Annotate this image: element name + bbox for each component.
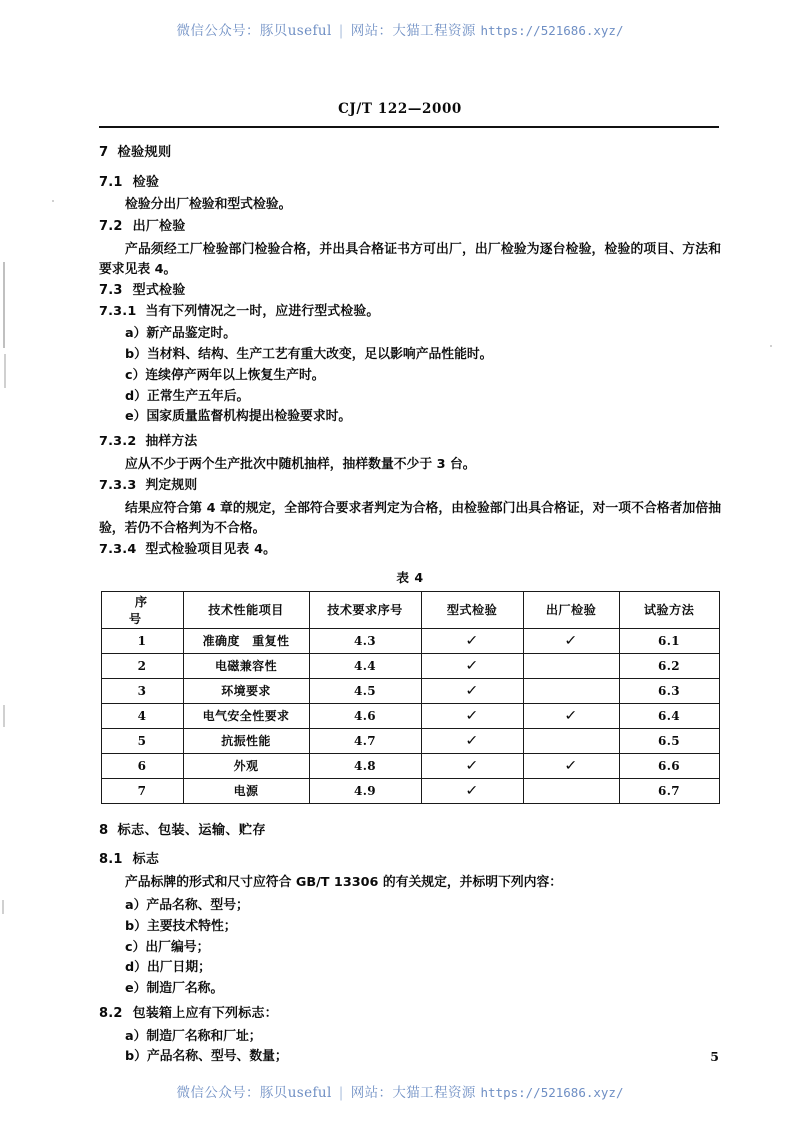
cell-sequence: 4 [101, 703, 183, 728]
column-header-type-test: 型式检验 [421, 591, 523, 628]
subsection-number-8-2: 8.2 [99, 1005, 123, 1021]
cell-requirement-ref: 4.8 [309, 753, 421, 778]
clause-heading-7-3-3 [99, 478, 721, 495]
table-row [101, 703, 719, 728]
section-number-7: 7 [99, 145, 109, 160]
subsection-number-7-1: 7.1 [99, 174, 123, 190]
list-item: e）国家质量监督机构提出检验要求时。 [125, 409, 352, 425]
watermark-wechat-label: 微信公众号：豚贝useful [176, 1085, 332, 1101]
cell-type-test [421, 653, 523, 678]
table-row [101, 653, 719, 678]
cell-technical-item: 环境要求 [183, 678, 309, 703]
cell-requirement-ref: 4.6 [309, 703, 421, 728]
cell-type-test [421, 628, 523, 653]
cell-test-method: 6.3 [619, 678, 719, 703]
clause-heading-7-3-1 [99, 304, 721, 321]
cell-sequence: 7 [101, 778, 183, 803]
table-row [101, 728, 719, 753]
cell-test-method: 6.5 [619, 728, 719, 753]
list-item: d）正常生产五年后。 [125, 388, 250, 404]
scan-speck-right [770, 345, 772, 347]
section-title-8: 标志、包装、运输、贮存 [117, 822, 266, 838]
cell-technical-item: 电磁兼容性 [183, 653, 309, 678]
cell-factory-test [523, 753, 619, 778]
checkmark-icon: ✓ [564, 757, 578, 774]
paragraph-8-1-body: 产品标牌的形式和尺寸应符合 GB/T 13306 的有关规定，并标明下列内容： [125, 874, 563, 890]
clause-number-7-3-1: 7.3.1 [99, 303, 137, 319]
column-header-test-method: 试验方法 [619, 591, 719, 628]
list-item: d）出厂日期； [125, 960, 211, 976]
list-item: a）产品名称、型号； [125, 898, 249, 914]
section-number-8: 8 [99, 822, 109, 838]
table-header-row [101, 591, 719, 628]
column-header-technical-item: 技术性能项目 [183, 591, 309, 628]
scan-artifact-left-lower [4, 354, 6, 388]
clause-heading-7-3-4 [99, 542, 721, 559]
cell-technical-item: 外观 [183, 753, 309, 778]
watermark-separator: | [338, 1085, 344, 1101]
section-heading-8 [99, 823, 721, 840]
subsection-title-7-3: 型式检验 [132, 282, 186, 298]
table-caption: 表 4 [396, 569, 424, 585]
watermark-site-label: 网站：大猫工程资源 [350, 1085, 476, 1101]
scan-artifact-left-mid [3, 705, 5, 727]
cell-requirement-ref: 4.3 [309, 628, 421, 653]
subsection-heading-8-1 [99, 852, 721, 869]
table-row [101, 778, 719, 803]
subsection-title-8-2: 包装箱上应有下列标志： [132, 1005, 278, 1021]
checkmark-icon: ✓ [465, 632, 479, 649]
cell-sequence: 6 [101, 753, 183, 778]
page-number: 5 [710, 1049, 719, 1064]
clause-number-7-3-3: 7.3.3 [99, 477, 137, 493]
header-divider-rule [99, 126, 719, 128]
cell-sequence: 3 [101, 678, 183, 703]
watermark-site-label: 网站：大猫工程资源 [350, 23, 476, 39]
table-row [101, 628, 719, 653]
cell-test-method: 6.4 [619, 703, 719, 728]
list-item: b）主要技术特性； [125, 918, 237, 934]
cell-test-method: 6.2 [619, 653, 719, 678]
subsection-title-7-2: 出厂检验 [132, 218, 186, 234]
subsection-number-8-1: 8.1 [99, 852, 123, 868]
checkmark-icon: ✓ [465, 782, 479, 799]
clause-title-7-3-1: 当有下列情况之一时，应进行型式检验。 [145, 303, 380, 319]
paragraph-7-1-body: 检验分出厂检验和型式检验。 [125, 197, 292, 213]
cell-test-method: 6.6 [619, 753, 719, 778]
cell-factory-test [523, 728, 619, 753]
cell-technical-item: 抗振性能 [183, 728, 309, 753]
subsection-heading-7-1 [99, 175, 721, 192]
subsection-heading-7-3 [99, 283, 721, 300]
cell-type-test [421, 753, 523, 778]
cell-factory-test [523, 628, 619, 653]
column-header-requirement-ref: 技术要求序号 [309, 591, 421, 628]
checkmark-icon: ✓ [465, 757, 479, 774]
page-header-standard-number: CJ/T 122—2000 [338, 101, 462, 117]
table-row [101, 678, 719, 703]
scan-artifact-left-bottom [2, 900, 4, 914]
watermark-url: https://521686.xyz/ [480, 23, 624, 38]
list-item: e）制造厂名称。 [125, 981, 224, 997]
cell-requirement-ref: 4.5 [309, 678, 421, 703]
list-item: a）新产品鉴定时。 [125, 326, 237, 342]
cell-test-method: 6.1 [619, 628, 719, 653]
watermark-separator: | [338, 23, 344, 39]
list-item: b）当材料、结构、生产工艺有重大改变，足以影响产品性能时。 [125, 347, 493, 363]
cell-technical-item: 电源 [183, 778, 309, 803]
subsection-title-7-1: 检验 [132, 174, 160, 190]
clause-number-7-3-4: 7.3.4 [99, 541, 137, 557]
watermark-top [0, 19, 800, 39]
cell-sequence: 5 [101, 728, 183, 753]
subsection-heading-7-2 [99, 219, 721, 236]
cell-factory-test [523, 778, 619, 803]
checkmark-icon: ✓ [465, 657, 479, 674]
section-heading-7 [99, 145, 721, 162]
watermark-bottom [0, 1081, 800, 1101]
column-header-sequence-label: 序 号 [128, 594, 214, 626]
cell-type-test [421, 703, 523, 728]
list-item: c）连续停产两年以上恢复生产时。 [125, 367, 325, 383]
document-body [99, 145, 721, 1068]
cell-requirement-ref: 4.7 [309, 728, 421, 753]
cell-technical-item: 电气安全性要求 [183, 703, 309, 728]
section-title-7: 检验规则 [117, 145, 172, 160]
checkmark-icon: ✓ [465, 707, 479, 724]
checkmark-icon: ✓ [465, 682, 479, 699]
cell-test-method: 6.7 [619, 778, 719, 803]
cell-technical-item: 准确度 重复性 [183, 628, 309, 653]
clause-title-7-3-3: 判定规则 [145, 477, 198, 493]
cell-sequence: 1 [101, 628, 183, 653]
clause-title-7-3-4: 型式检验项目见表 4。 [145, 541, 277, 557]
checkmark-icon: ✓ [564, 707, 578, 724]
list-item: c）出厂编号； [125, 939, 210, 955]
paragraph-7-3-3-body: 结果应符合第 4 章的规定，全部符合要求者判定为合格，由检验部门出具合格证，对一项不合格者加倍抽验，若仍不合格判为不合格。 [99, 500, 721, 536]
scan-artifact-left [3, 262, 5, 348]
column-header-sequence [101, 591, 214, 628]
cell-type-test [421, 678, 523, 703]
watermark-url: https://521686.xyz/ [480, 1085, 624, 1100]
cell-requirement-ref: 4.9 [309, 778, 421, 803]
cell-factory-test [523, 703, 619, 728]
list-item: a）制造厂名称和厂址； [125, 1028, 262, 1044]
table-inspection-items [101, 591, 720, 804]
checkmark-icon: ✓ [564, 632, 578, 649]
subsection-number-7-3: 7.3 [99, 282, 123, 298]
paragraph-7-3-2-body: 应从不少于两个生产批次中随机抽样，抽样数量不少于 3 台。 [125, 456, 476, 472]
column-header-factory-test: 出厂检验 [523, 591, 619, 628]
subsection-title-8-1: 标志 [132, 852, 160, 868]
cell-type-test [421, 728, 523, 753]
cell-sequence: 2 [101, 653, 183, 678]
cell-type-test [421, 778, 523, 803]
cell-factory-test [523, 653, 619, 678]
watermark-wechat-label: 微信公众号：豚贝useful [176, 23, 332, 39]
table-row [101, 753, 719, 778]
paragraph-7-2-body: 产品须经工厂检验部门检验合格，并出具合格证书方可出厂，出厂检验为逐台检验，检验的项目、方法和要求见表 4。 [99, 241, 721, 277]
clause-heading-7-3-2 [99, 434, 721, 451]
clause-number-7-3-2: 7.3.2 [99, 434, 137, 450]
cell-requirement-ref: 4.4 [309, 653, 421, 678]
clause-title-7-3-2: 抽样方法 [145, 434, 198, 450]
scan-speck [52, 200, 54, 202]
cell-factory-test [523, 678, 619, 703]
checkmark-icon: ✓ [465, 732, 479, 749]
subsection-number-7-2: 7.2 [99, 218, 123, 234]
list-item: b）产品名称、型号、数量； [125, 1049, 288, 1065]
subsection-heading-8-2 [99, 1006, 721, 1023]
